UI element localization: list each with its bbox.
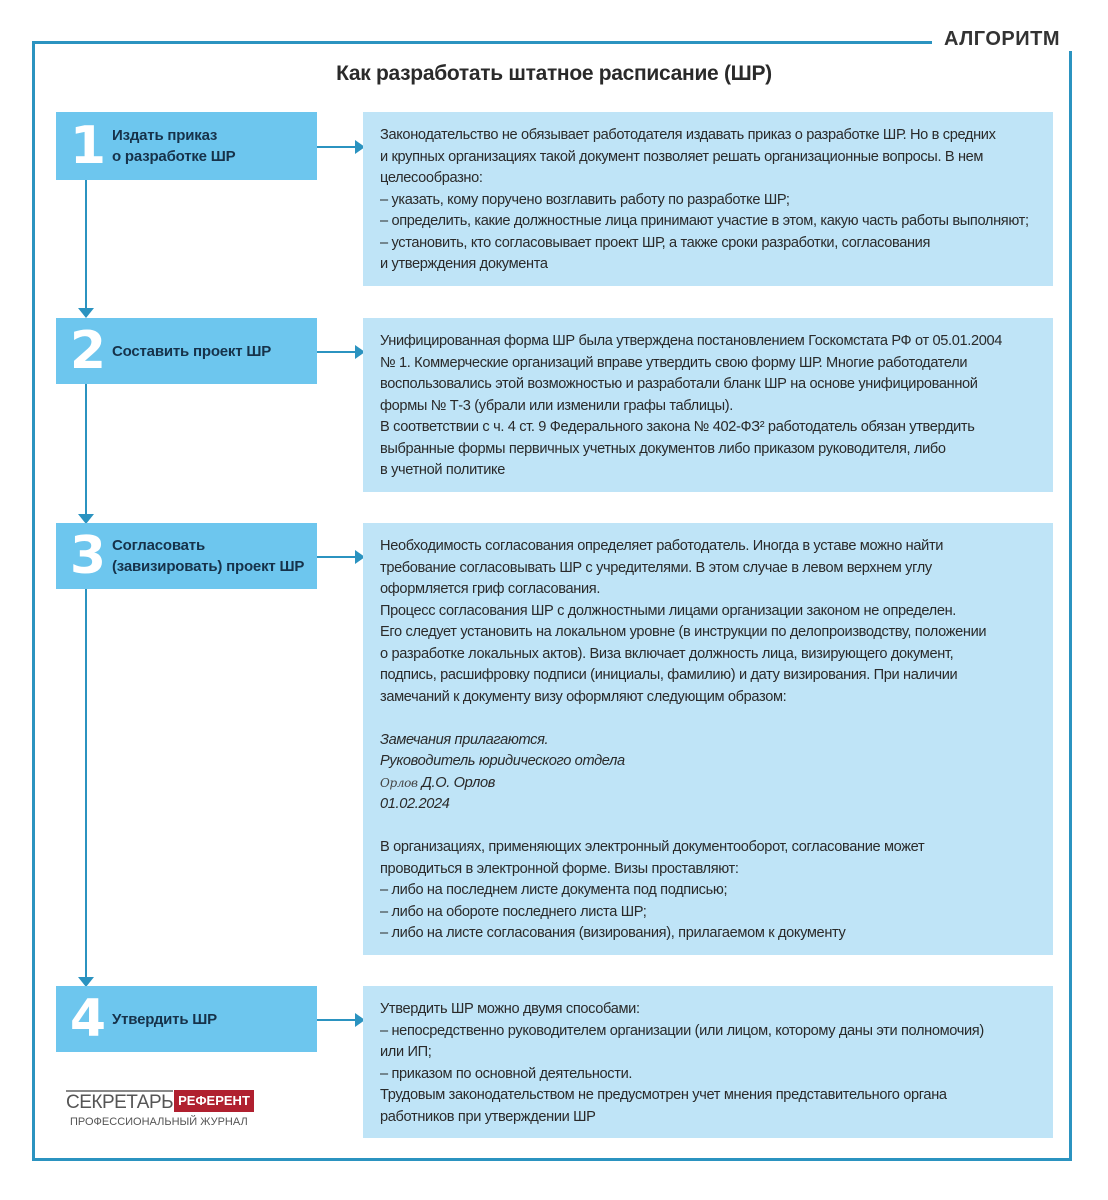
arrow-right-icon bbox=[317, 556, 357, 558]
step-label bbox=[112, 1009, 217, 1030]
publisher-logo bbox=[66, 1090, 254, 1128]
desc-line: выбранные формы первичных учетных документов либо приказом руководителя, либо bbox=[380, 440, 946, 457]
arrow-right-icon bbox=[317, 146, 357, 148]
step-label-line: Согласовать bbox=[112, 537, 205, 554]
desc-line: подпись, расшифровку подписи (инициалы, фамилию) и дату визирования. При наличии bbox=[380, 667, 958, 683]
desc-line: – либо на последнем листе документа под подписью; bbox=[380, 882, 728, 898]
desc-line: оформляется гриф согласования. bbox=[380, 581, 601, 597]
logo-wordmark bbox=[66, 1090, 254, 1112]
desc-line: – определить, какие должностные лица принимают участие в этом, какую часть работы выполняют; bbox=[380, 213, 1029, 229]
page-title: Как разработать штатное расписание (ШР) bbox=[336, 62, 772, 85]
desc-line: № 1. Коммерческие организаций вправе утвердить свою форму ШР. Многие работодатели bbox=[380, 354, 968, 371]
step-label bbox=[112, 535, 304, 577]
desc-line: В организациях, применяющих электронный документооборот, согласование может bbox=[380, 839, 925, 855]
desc-line: – непосредственно руководителем организации (или лицом, которому даны эти полномочия) bbox=[380, 1022, 984, 1039]
spacer bbox=[380, 816, 1037, 838]
desc-line: – указать, кому поручено возглавить работу по разработке ШР; bbox=[380, 191, 790, 208]
arrow-right-icon bbox=[317, 1019, 357, 1021]
desc-line: Процесс согласования ШР с должностными лицами организации законом не определен. bbox=[380, 602, 957, 619]
arrow-down-icon bbox=[85, 384, 87, 522]
step-label-line: Составить проект ШР bbox=[112, 342, 272, 360]
step-1-description bbox=[363, 112, 1053, 286]
desc-line: – либо на обороте последнего листа ШР; bbox=[380, 903, 647, 920]
desc-line: Утвердить ШР можно двумя способами: bbox=[380, 1001, 640, 1017]
spacer bbox=[380, 708, 1037, 730]
desc-line: работников при утверждении ШР bbox=[380, 1108, 596, 1125]
step-2-box bbox=[56, 318, 317, 384]
arrow-right-icon bbox=[317, 351, 357, 353]
desc-line: В соответствии с ч. 4 ст. 9 Федерального закона № 402-ФЗ² работодатель обязан утвердить bbox=[380, 419, 975, 435]
arrow-down-icon bbox=[85, 589, 87, 985]
step-3-box bbox=[56, 523, 317, 589]
desc-line: формы № Т-3 (убрали или изменили графы таблицы). bbox=[380, 397, 733, 414]
desc-line: – установить, кто согласовывает проект ШР, а также сроки разработки, согласования bbox=[380, 234, 931, 251]
desc-line: о разработке локальных актов). Виза включает должность лица, визирующего документ, bbox=[380, 645, 954, 662]
step-1-box bbox=[56, 112, 317, 180]
desc-line: Трудовым законодательством не предусмотрен учет мнения представительного органа bbox=[380, 1087, 947, 1103]
desc-line: требование согласовывать ШР с учредителями. В этом случае в левом верхнем углу bbox=[380, 559, 932, 576]
desc-line: и крупных организациях такой документ позволяет решать организационные вопросы. В нем bbox=[380, 148, 984, 165]
visa-date: 01.02.2024 bbox=[380, 796, 450, 812]
desc-line: Его следует установить на локальном уровне (в инструкции по делопроизводству, положении bbox=[380, 624, 987, 640]
step-label bbox=[112, 125, 235, 167]
desc-line: Унифицированная форма ШР была утверждена постановлением Госкомстата РФ от 05.01.2004 bbox=[380, 333, 1003, 349]
arrow-down-icon bbox=[85, 180, 87, 316]
visa-signature-line bbox=[380, 773, 1037, 795]
desc-line: – либо на листе согласования (визирования), прилагаемом к документу bbox=[380, 925, 846, 941]
section-tag: АЛГОРИТМ bbox=[932, 28, 1072, 51]
desc-line: замечаний к документу визу оформляют следующим образом: bbox=[380, 688, 787, 705]
step-label-line: Издать приказ bbox=[112, 127, 218, 144]
step-number: 1 bbox=[69, 116, 107, 176]
step-number: 2 bbox=[69, 321, 107, 381]
step-label-line: Утвердить ШР bbox=[112, 1010, 217, 1028]
desc-line: в учетной политике bbox=[380, 462, 505, 478]
desc-line: Законодательство не обязывает работодателя издавать приказ о разработке ШР. Но в средних bbox=[380, 127, 996, 143]
desc-line: проводиться в электронной форме. Визы проставляют: bbox=[380, 860, 739, 877]
desc-line: или ИП; bbox=[380, 1044, 432, 1060]
step-4-description bbox=[363, 986, 1053, 1138]
visa-position: Руководитель юридического отдела bbox=[380, 753, 625, 769]
visa-remark: Замечания прилагаются. bbox=[380, 731, 549, 748]
desc-line: и утверждения документа bbox=[380, 256, 548, 272]
logo-part-secretary: СЕКРЕТАРЬ bbox=[66, 1092, 174, 1113]
desc-line: – приказом по основной деятельности. bbox=[380, 1065, 633, 1082]
step-2-description bbox=[363, 318, 1053, 492]
desc-line: воспользовались этой возможностью и разработали бланк ШР на основе унифицированной bbox=[380, 376, 978, 392]
step-4-box bbox=[56, 986, 317, 1052]
step-number: 3 bbox=[69, 526, 107, 586]
step-number: 4 bbox=[69, 989, 107, 1049]
logo-subtitle: ПРОФЕССИОНАЛЬНЫЙ ЖУРНАЛ bbox=[70, 1116, 248, 1128]
desc-line: Необходимость согласования определяет работодатель. Иногда в уставе можно найти bbox=[380, 538, 944, 554]
signature-scribble: Орлов bbox=[380, 775, 418, 790]
step-label-line: (завизировать) проект ШР bbox=[112, 558, 305, 575]
step-label-line: о разработке ШР bbox=[112, 148, 236, 165]
desc-line: целесообразно: bbox=[380, 170, 483, 186]
visa-name: Д.О. Орлов bbox=[421, 774, 496, 791]
step-label bbox=[112, 341, 271, 362]
logo-part-referent: РЕФЕРЕНТ bbox=[174, 1090, 254, 1112]
step-3-description bbox=[363, 523, 1053, 955]
